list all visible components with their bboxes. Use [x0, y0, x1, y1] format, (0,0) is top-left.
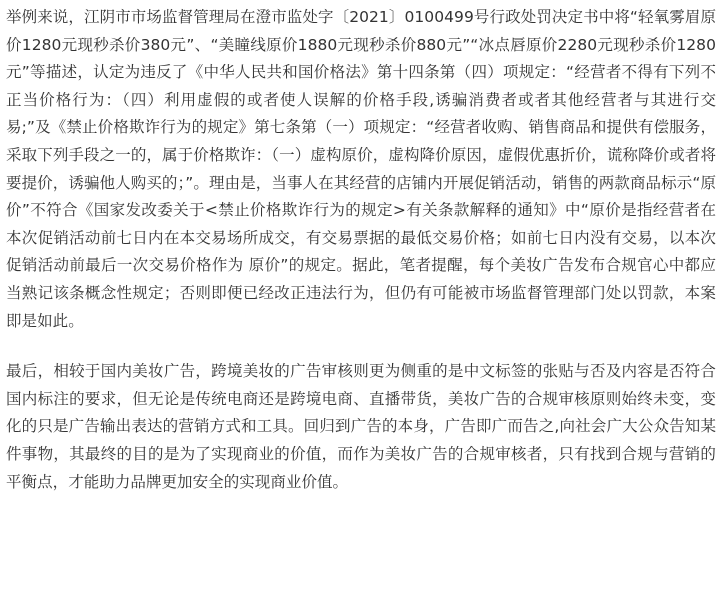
paragraph-price-fraud-example: 举例来说，江阴市市场监督管理局在澄市监处字〔2021〕0100499号行政处罚决定书中将“轻氧雾眉原价1280元现秒杀价380元”、“美瞳线原价1880元现秒杀价880元”“冰点唇原价2280元现秒杀价1280元”等描述，认定为违反了《中华人民共和国价格法》第十四条第（四）项规定：“经营者不得有下列不正当价格行为：（四）利用虚假的或者使人误解的价格手段,诱骗消费者或者其他经营者与其进行交易;”及《禁止价格欺诈行为的规定》第七条第（一）项规定：“经营者收购、销售商品和提供有偿服务，采取下列手段之一的，属于价格欺诈：（一）虚构原价，虚构降价原因，虚假优惠折价，谎称降价或者将要提价，诱骗他人购买的；”。理由是，当事人在其经营的店铺内开展促销活动，销售的两款商品标示“原价”不符合《国家发改委关于<禁止价格欺诈行为的规定>有关条款解释的通知》中“原价是指经营者在本次促销活动前七日内在本交易场所成交，有交易票据的最低交易价格；如前七日内没有交易，以本次促销活动前最后一次交易价格作为 原价”的规定。据此，笔者提醒，每个美妆广告发布合规官心中都应当熟记该条概念性规定；否则即便已经改正违法行为，但仍有可能被市场监督管理部门处以罚款，本案即是如此。 [6, 8, 716, 330]
paragraph-conclusion: 最后，相较于国内美妆广告，跨境美妆的广告审核则更为侧重的是中文标签的张贴与否及内容是否符合国内标注的要求，但无论是传统电商还是跨境电商、直播带货，美妆广告的合规审核原则始终未变，变化的只是广告输出表达的营销方式和工具。回归到广告的本身，广告即广而告之,向社会广大公众告知某件事物，其最终的目的是为了实现商业的价值，而作为美妆广告的合规审核者，只有找到合规与营销的平衡点，才能助力品牌更加安全的实现商业价值。 [6, 362, 716, 491]
